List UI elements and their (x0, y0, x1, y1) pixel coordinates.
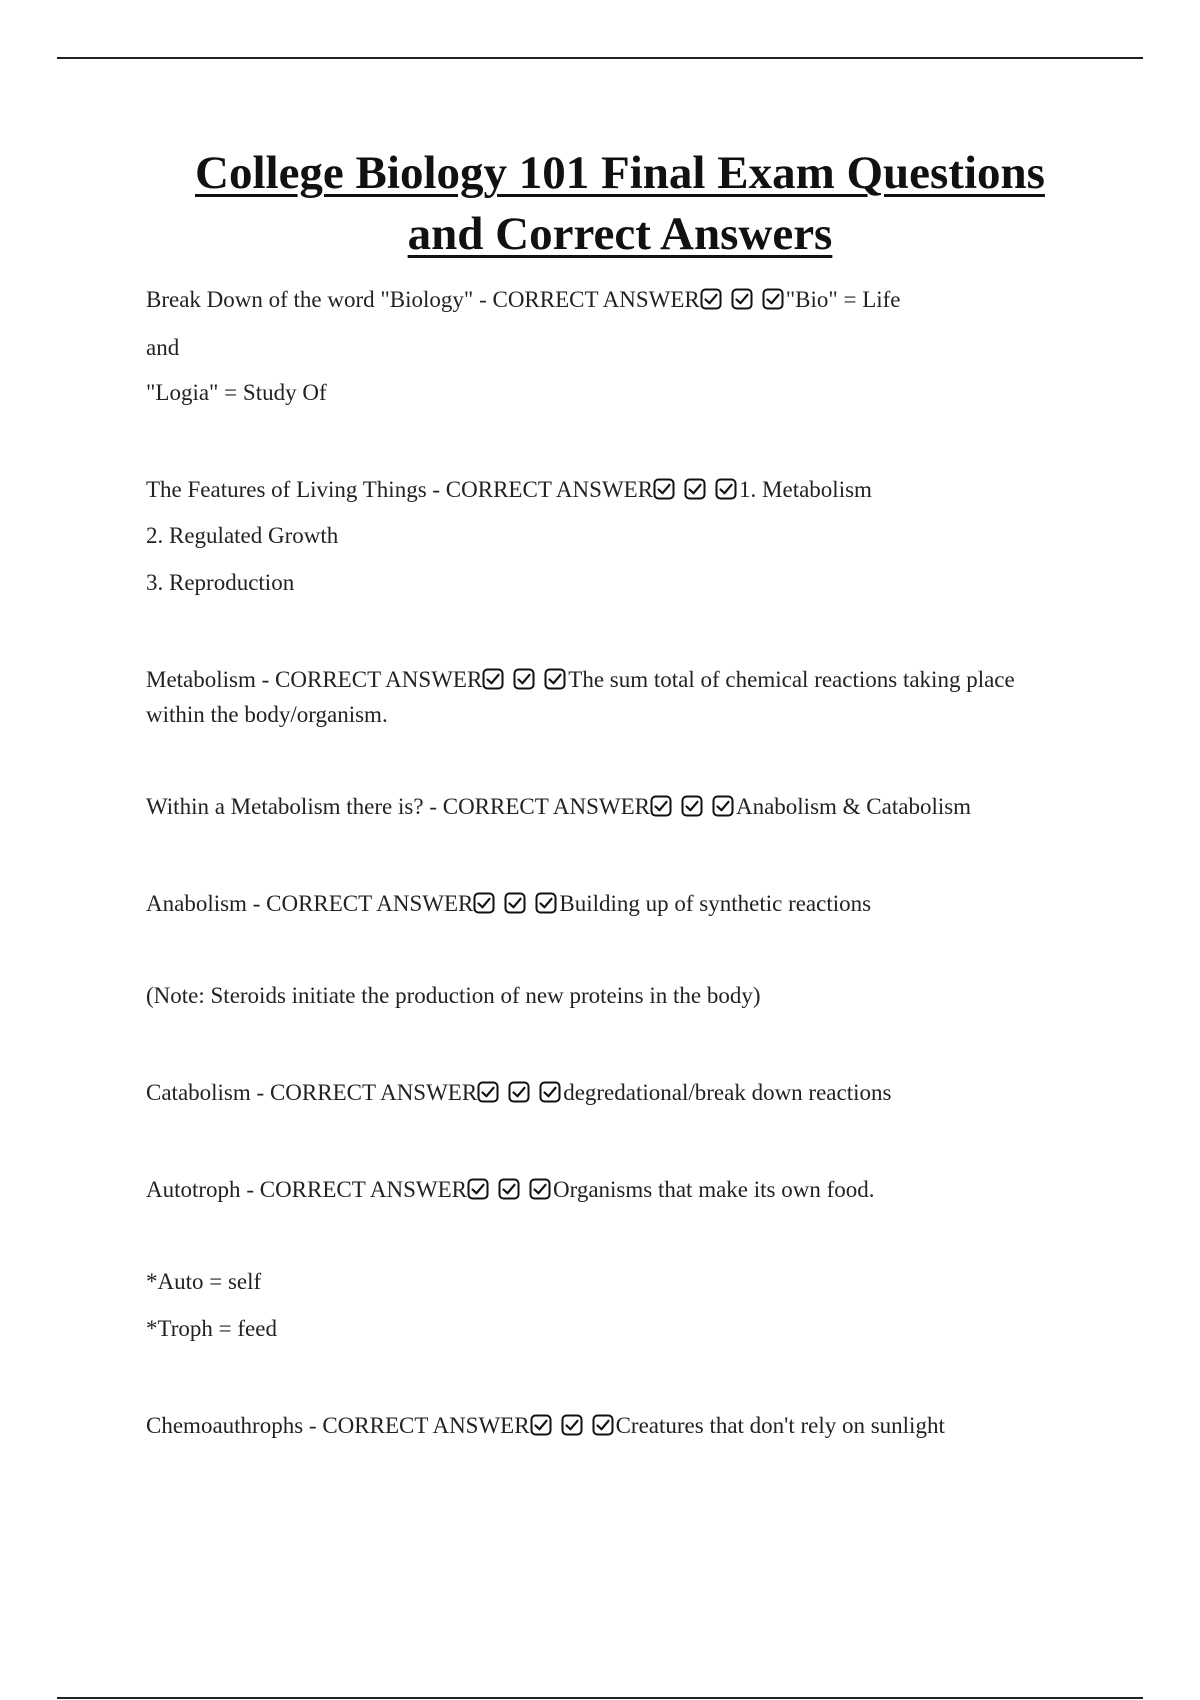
checked-box-icon (762, 288, 784, 310)
question-text: Anabolism (146, 891, 247, 916)
check-icons (467, 1178, 553, 1209)
checked-box-icon (535, 892, 557, 914)
checked-box-icon (513, 668, 535, 690)
question-text: Metabolism (146, 667, 256, 692)
answer-text: Building up of synthetic reactions (559, 891, 872, 916)
answer-marker: - CORRECT ANSWER (255, 667, 483, 692)
checked-box-icon (508, 1081, 530, 1103)
checked-box-icon (530, 1414, 552, 1436)
answer-text: Organisms that make its own food. (552, 1177, 875, 1202)
qa-entry-features (146, 474, 872, 509)
checked-box-icon (498, 1178, 520, 1200)
check-icons (482, 668, 568, 699)
answer-continuation: 3. Reproduction (146, 570, 295, 595)
answer-continuation: *Troph = feed (146, 1316, 277, 1341)
checked-box-icon (544, 668, 566, 690)
qa-entry-chemoauthrophs (146, 1410, 945, 1445)
answer-text: degredational/break down reactions (563, 1080, 892, 1105)
checked-box-icon (539, 1081, 561, 1103)
checked-box-icon (467, 1178, 489, 1200)
check-icons (477, 1081, 563, 1112)
checked-box-icon (684, 478, 706, 500)
qa-entry-biology (146, 284, 901, 319)
question-text: The Features of Living Things (146, 477, 427, 502)
qa-entry-anabolism (146, 888, 871, 923)
checked-box-icon (473, 892, 495, 914)
checked-box-icon (482, 668, 504, 690)
checked-box-icon (700, 288, 722, 310)
check-icons (650, 795, 736, 826)
question-text: Catabolism (146, 1080, 251, 1105)
question-text: Autotroph (146, 1177, 241, 1202)
checked-box-icon (681, 795, 703, 817)
checked-box-icon (731, 288, 753, 310)
answer-continuation: and (146, 335, 180, 360)
checked-box-icon (712, 795, 734, 817)
title-line-2: and Correct Answers (407, 208, 833, 260)
checked-box-icon (715, 478, 737, 500)
bottom-rule (57, 1697, 1143, 1699)
qa-entry-autotroph (146, 1174, 875, 1209)
qa-entry-metabolism (146, 664, 1076, 730)
answer-note: (Note: Steroids initiate the production of new proteins in the body) (146, 983, 761, 1008)
answer-continuation: *Auto = self (146, 1269, 262, 1294)
answer-marker: - CORRECT ANSWER (303, 1413, 530, 1438)
answer-continuation: 2. Regulated Growth (146, 523, 339, 548)
answer-marker: - CORRECT ANSWER (473, 287, 700, 312)
checked-box-icon (653, 478, 675, 500)
check-icons (653, 478, 739, 509)
answer-text: 1. Metabolism (739, 477, 872, 502)
question-text: Chemoauthrophs (146, 1413, 304, 1438)
answer-text: "Bio" = Life (785, 287, 901, 312)
answer-marker: - CORRECT ANSWER (246, 891, 474, 916)
check-icons (700, 288, 786, 319)
checked-box-icon (561, 1414, 583, 1436)
question-text: Within a Metabolism there is? (146, 794, 424, 819)
top-rule (57, 57, 1143, 59)
answer-marker: - CORRECT ANSWER (426, 477, 654, 502)
checked-box-icon (592, 1414, 614, 1436)
qa-entry-catabolism (146, 1077, 891, 1112)
checked-box-icon (529, 1178, 551, 1200)
check-icons (473, 892, 559, 923)
question-text: Break Down of the word "Biology" (146, 287, 474, 312)
page-title (140, 143, 1100, 265)
title-line-1: College Biology 101 Final Exam Questions (195, 147, 1045, 199)
answer-text: Anabolism & Catabolism (735, 794, 972, 819)
check-icons (530, 1414, 616, 1445)
checked-box-icon (650, 795, 672, 817)
answer-continuation: "Logia" = Study Of (146, 380, 327, 405)
answer-text: The sum total of chemical reactions taking place within the body/organism. (146, 667, 1015, 727)
answer-marker: - CORRECT ANSWER (423, 794, 650, 819)
checked-box-icon (504, 892, 526, 914)
answer-marker: - CORRECT ANSWER (250, 1080, 478, 1105)
qa-entry-within-metabolism (146, 791, 971, 826)
answer-marker: - CORRECT ANSWER (240, 1177, 467, 1202)
checked-box-icon (477, 1081, 499, 1103)
answer-text: Creatures that don't rely on sunlight (615, 1413, 945, 1438)
